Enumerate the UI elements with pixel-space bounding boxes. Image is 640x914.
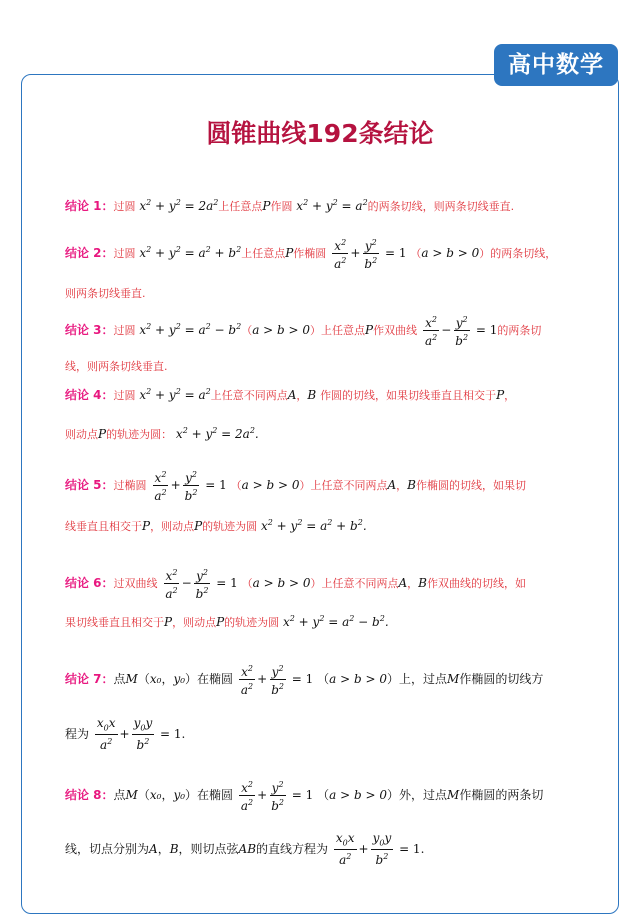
conclusion-label: 结论 3： (65, 323, 114, 337)
equation: $x^2 + y^2 = a^2$ (296, 198, 368, 213)
conclusion-5: 结论 5：过椭圆 $\frac{x^2}{a^2}$ + $\frac{y^2}{b^2}$ = 1 （a > b > 0）上任意不同两点A，B作椭圆的切线，如果切 (65, 470, 526, 503)
fraction: $\frac{x^2}{a^2}$ (240, 780, 254, 813)
fraction: $\frac{y^2}{b^2}$ (184, 470, 198, 503)
fraction: $\frac{x^2}{a^2}$ (334, 238, 347, 271)
equation: $x^2 + y^2 = 2a^2$ (139, 198, 219, 213)
conclusion-label: 结论 1： (65, 199, 114, 213)
fraction: $\frac{y^2}{b^2}$ (195, 568, 209, 601)
page-title: 圆锥曲线192条结论 (206, 119, 434, 148)
fraction: $\frac{x_0x}{a^2}$ (96, 716, 116, 753)
equation: $x^2 + y^2 = a^2 - b^2$ (139, 322, 242, 337)
fraction: $\frac{y^2}{b^2}$ (271, 664, 284, 697)
conclusion-7-cont: 程为 $\frac{x_0x}{a^2}$ + $\frac{y_0y}{b^2}$ = 1. (65, 716, 186, 753)
conclusion-label: 结论 6： (65, 576, 114, 590)
conclusion-8-cont: 线，切点分别为A，B，则切点弦AB的直线方程为 $\frac{x_0x}{a^2}$ + $\frac{y_0y}{b^2}$ = 1. (65, 831, 425, 868)
conclusion-8: 结论 8：点M（x₀，y₀）在椭圆 $\frac{x^2}{a^2}$ + $\frac{y^2}{b^2}$ = 1 （a > b > 0）外，过点M作椭圆的两条切 (65, 780, 544, 813)
conclusion-3-cont: 线，则两条切线垂直. (65, 360, 168, 373)
conclusion-label: 结论 5： (65, 478, 114, 492)
fraction: $\frac{y^2}{b^2}$ (455, 315, 469, 348)
subject-badge: 高中数学 (494, 44, 618, 86)
equation: $x^2 + y^2 = a^2$ (139, 387, 211, 402)
conclusion-6-cont: 果切线垂直且相交于P，则动点P的轨迹为圆 $x^2 + y^2 = a^2 - b^2$. (65, 614, 389, 629)
conclusion-7: 结论 7：点M（x₀，y₀）在椭圆 $\frac{x^2}{a^2}$ + $\frac{y^2}{b^2}$ = 1 （a > b > 0）上，过点M作椭圆的切线方 (65, 664, 544, 697)
conclusion-2: 结论 2：过圆 $x^2 + y^2 = a^2 + b^2$上任意点P作椭圆 $\frac{x^2}{a^2}$ + $\frac{y^2}{b^2}$ = 1 （a > b > 0）的两条切线， (65, 238, 557, 271)
conclusion-2-cont: 则两条切线垂直. (65, 287, 146, 300)
conclusion-5-cont: 线垂直且相交于P，则动点P的轨迹为圆 $x^2 + y^2 = a^2 + b^2$. (65, 518, 367, 533)
equation: $x^2 + y^2 = a^2 - b^2$. (282, 614, 389, 629)
conclusion-6: 结论 6：过双曲线 $\frac{x^2}{a^2}$ − $\frac{y^2}{b^2}$ = 1 （a > b > 0）上任意不同两点A，B作双曲线的切线，如 (65, 568, 526, 601)
fraction: $\frac{y_0y}{b^2}$ (133, 716, 153, 753)
fraction: $\frac{y_0y}{b^2}$ (372, 831, 392, 868)
conclusion-label: 结论 7： (65, 672, 114, 686)
conclusion-label: 结论 2： (65, 246, 114, 260)
fraction: $\frac{y^2}{b^2}$ (271, 780, 284, 813)
equation: $x^2 + y^2 = 2a^2$. (175, 426, 259, 441)
fraction: $\frac{x_0x}{a^2}$ (335, 831, 355, 868)
conclusion-label: 结论 4： (65, 388, 114, 402)
conclusion-label: 结论 8： (65, 788, 114, 802)
fraction: $\frac{x^2}{a^2}$ (165, 568, 178, 601)
equation: $x^2 + y^2 = a^2 + b^2$ (139, 245, 242, 260)
conclusion-4-cont: 则动点P的轨迹为圆： $x^2 + y^2 = 2a^2$. (65, 426, 259, 441)
fraction: $\frac{x^2}{a^2}$ (154, 470, 167, 503)
conclusion-1: 结论 1：过圆 $x^2 + y^2 = 2a^2$上任意点P作圆 $x^2 + y^2 = a^2$的两条切线，则两条切线垂直. (65, 198, 515, 213)
conclusion-4: 结论 4：过圆 $x^2 + y^2 = a^2$上任意不同两点A，B 作圆的切线，如果切线垂直且相交于P， (65, 387, 516, 402)
fraction: $\frac{y^2}{b^2}$ (364, 238, 378, 271)
equation: $x^2 + y^2 = a^2 + b^2$. (260, 518, 367, 533)
fraction: $\frac{x^2}{a^2}$ (240, 664, 254, 697)
fraction: $\frac{x^2}{a^2}$ (424, 315, 438, 348)
conclusion-3: 结论 3：过圆 $x^2 + y^2 = a^2 - b^2(a > b > 0)$上任意点P作双曲线 $\frac{x^2}{a^2}$ − $\frac{y^2}{b^2}$ = 1的两条切 (65, 315, 542, 348)
